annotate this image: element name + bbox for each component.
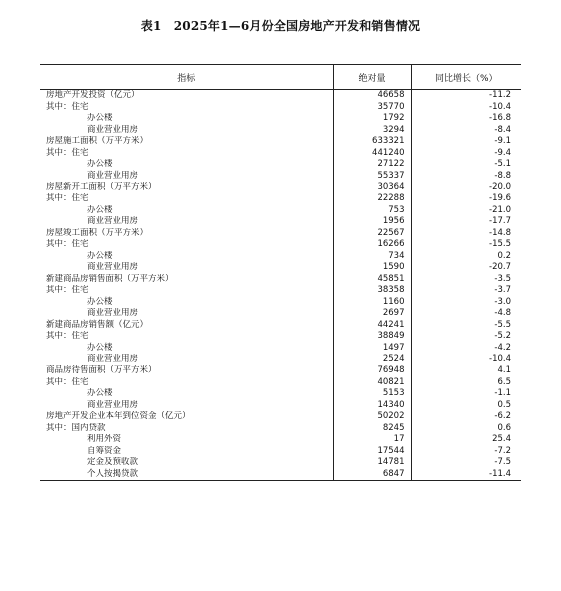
- row-yoy-growth: -10.4: [489, 101, 511, 112]
- table-row: [40, 274, 521, 285]
- table-row: [40, 182, 521, 193]
- row-yoy-growth: -15.5: [489, 239, 511, 250]
- row-yoy-growth: -14.8: [489, 227, 511, 238]
- row-label: 房屋施工面积（万平方米）: [40, 136, 333, 147]
- row-label: 商品房待售面积（万平方米）: [40, 365, 333, 376]
- row-label: 房地产开发投资（亿元）: [40, 90, 333, 102]
- row-absolute-value: 35770: [333, 101, 411, 112]
- row-label: 其中：住宅: [40, 285, 333, 296]
- table-row: [40, 354, 521, 365]
- header-absolute: 绝对量: [333, 65, 411, 90]
- row-label: 其中：国内贷款: [40, 423, 333, 434]
- row-label: 办公楼: [40, 113, 333, 124]
- row-label: 商业营业用房: [40, 124, 333, 135]
- row-label: 办公楼: [40, 342, 333, 353]
- row-absolute-value: 17544: [333, 446, 411, 457]
- row-yoy-growth: -3.5: [494, 273, 511, 284]
- row-yoy-growth: -21.0: [489, 204, 511, 215]
- row-yoy-growth: -1.1: [494, 388, 511, 399]
- table-row: [40, 251, 521, 262]
- row-yoy-growth: -11.2: [489, 90, 511, 101]
- row-absolute-value: 1792: [333, 113, 411, 124]
- row-yoy-growth: -10.4: [489, 354, 511, 365]
- row-absolute-value: 27122: [333, 159, 411, 170]
- data-table-container: [40, 64, 521, 481]
- row-label: 新建商品房销售额（亿元）: [40, 319, 333, 330]
- row-yoy-growth: -11.4: [489, 468, 511, 479]
- row-label: 利用外资: [40, 434, 333, 445]
- row-absolute-value: 38849: [333, 331, 411, 342]
- row-absolute-value: 22567: [333, 228, 411, 239]
- row-label: 其中：住宅: [40, 377, 333, 388]
- table-row: [40, 400, 521, 411]
- table-row: [40, 262, 521, 273]
- table-row: [40, 285, 521, 296]
- row-label: 商业营业用房: [40, 216, 333, 227]
- table-row: [40, 331, 521, 342]
- table-row: [40, 342, 521, 353]
- row-label: 办公楼: [40, 388, 333, 399]
- row-yoy-growth: -16.8: [489, 113, 511, 124]
- row-yoy-growth: -6.2: [494, 411, 511, 422]
- row-absolute-value: 46658: [333, 90, 411, 102]
- row-yoy-growth: 4.1: [497, 365, 511, 376]
- table-row: [40, 170, 521, 181]
- row-label: 商业营业用房: [40, 354, 333, 365]
- row-yoy-growth: -3.7: [494, 285, 511, 296]
- table-row: [40, 296, 521, 307]
- row-absolute-value: 38358: [333, 285, 411, 296]
- row-absolute-value: 22288: [333, 193, 411, 204]
- row-label: 办公楼: [40, 205, 333, 216]
- header-row: [40, 65, 521, 90]
- row-yoy-growth: 6.5: [497, 376, 511, 387]
- row-yoy-growth: 0.5: [497, 399, 511, 410]
- row-absolute-value: 45851: [333, 274, 411, 285]
- row-label: 新建商品房销售面积（万平方米）: [40, 274, 333, 285]
- table-row: [40, 228, 521, 239]
- table-row: [40, 411, 521, 422]
- row-absolute-value: 76948: [333, 365, 411, 376]
- row-label: 其中：住宅: [40, 147, 333, 158]
- table-row: [40, 101, 521, 112]
- table-row: [40, 377, 521, 388]
- row-absolute-value: 633321: [333, 136, 411, 147]
- row-absolute-value: 5153: [333, 388, 411, 399]
- row-yoy-growth: -20.7: [489, 262, 511, 273]
- row-yoy-growth: -4.8: [494, 308, 511, 319]
- header-yoy: 同比增长（%）: [411, 65, 521, 90]
- row-absolute-value: 734: [333, 251, 411, 262]
- row-absolute-value: 44241: [333, 319, 411, 330]
- table-row: [40, 319, 521, 330]
- table-row: [40, 216, 521, 227]
- row-label: 其中：住宅: [40, 101, 333, 112]
- row-yoy-growth: -7.2: [494, 445, 511, 456]
- row-label: 其中：住宅: [40, 193, 333, 204]
- row-label: 房屋新开工面积（万平方米）: [40, 182, 333, 193]
- table-row: [40, 423, 521, 434]
- table-header: [40, 65, 521, 90]
- table-row: [40, 193, 521, 204]
- table-row: [40, 113, 521, 124]
- row-label: 商业营业用房: [40, 308, 333, 319]
- row-absolute-value: 6847: [333, 468, 411, 479]
- row-yoy-growth: -5.1: [494, 159, 511, 170]
- real-estate-table: [40, 65, 521, 480]
- row-absolute-value: 1497: [333, 342, 411, 353]
- table-row: [40, 136, 521, 147]
- row-absolute-value: 14340: [333, 400, 411, 411]
- row-yoy-growth: -7.5: [494, 457, 511, 468]
- table-row: [40, 365, 521, 376]
- table-row: [40, 457, 521, 468]
- row-yoy-growth: -8.8: [494, 170, 511, 181]
- table-body: [40, 90, 521, 480]
- row-label: 其中：住宅: [40, 331, 333, 342]
- row-yoy-growth: -17.7: [489, 216, 511, 227]
- table-row: [40, 205, 521, 216]
- row-label: 个人按揭贷款: [40, 468, 333, 479]
- row-label: 自筹资金: [40, 446, 333, 457]
- table-row: [40, 90, 521, 102]
- row-yoy-growth: -9.4: [494, 147, 511, 158]
- row-absolute-value: 1590: [333, 262, 411, 273]
- row-yoy-growth: -9.1: [494, 136, 511, 147]
- table-row: [40, 159, 521, 170]
- table-row: [40, 308, 521, 319]
- row-absolute-value: 753: [333, 205, 411, 216]
- row-absolute-value: 30364: [333, 182, 411, 193]
- row-label: 定金及预收款: [40, 457, 333, 468]
- table-row: [40, 434, 521, 445]
- row-absolute-value: 441240: [333, 147, 411, 158]
- row-yoy-growth: -19.6: [489, 193, 511, 204]
- table-row: [40, 388, 521, 399]
- row-label: 房屋竣工面积（万平方米）: [40, 228, 333, 239]
- table-row: [40, 468, 521, 479]
- row-absolute-value: 2524: [333, 354, 411, 365]
- row-label: 商业营业用房: [40, 400, 333, 411]
- table-row: [40, 239, 521, 250]
- table-row: [40, 147, 521, 158]
- row-absolute-value: 40821: [333, 377, 411, 388]
- row-label: 办公楼: [40, 251, 333, 262]
- row-yoy-growth: -20.0: [489, 181, 511, 192]
- row-absolute-value: 1956: [333, 216, 411, 227]
- row-absolute-value: 55337: [333, 170, 411, 181]
- row-absolute-value: 3294: [333, 124, 411, 135]
- table-row: [40, 124, 521, 135]
- row-label: 商业营业用房: [40, 170, 333, 181]
- row-absolute-value: 14781: [333, 457, 411, 468]
- row-yoy-growth: -8.4: [494, 124, 511, 135]
- row-label: 房地产开发企业本年到位资金（亿元）: [40, 411, 333, 422]
- row-yoy-growth: 0.6: [497, 422, 511, 433]
- header-metric: 指标: [40, 65, 333, 90]
- row-absolute-value: 8245: [333, 423, 411, 434]
- row-absolute-value: 2697: [333, 308, 411, 319]
- row-yoy-growth: 25.4: [492, 434, 511, 445]
- row-yoy-growth: -5.5: [494, 319, 511, 330]
- row-yoy-growth: -4.2: [494, 342, 511, 353]
- row-absolute-value: 1160: [333, 296, 411, 307]
- row-absolute-value: 16266: [333, 239, 411, 250]
- row-absolute-value: 17: [333, 434, 411, 445]
- table-row: [40, 446, 521, 457]
- row-label: 办公楼: [40, 159, 333, 170]
- row-yoy-growth: 0.2: [497, 250, 511, 261]
- row-label: 办公楼: [40, 296, 333, 307]
- row-absolute-value: 50202: [333, 411, 411, 422]
- table-title: 表1 2025年1—6月份全国房地产开发和销售情况: [140, 19, 421, 33]
- row-label: 商业营业用房: [40, 262, 333, 273]
- row-yoy-growth: -3.0: [494, 296, 511, 307]
- row-label: 其中：住宅: [40, 239, 333, 250]
- row-yoy-growth: -5.2: [494, 331, 511, 342]
